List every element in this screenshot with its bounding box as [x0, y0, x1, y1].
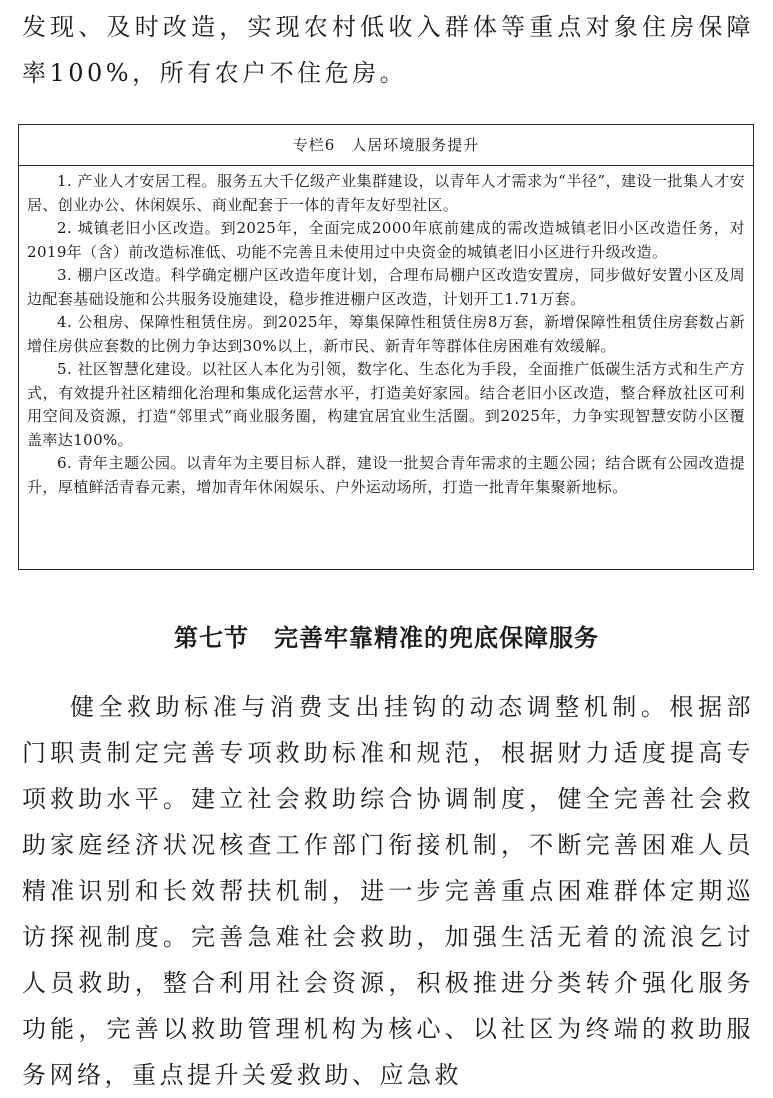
column-box-title: 专栏6 人居环境服务提升 — [19, 125, 753, 166]
box-item-smart-community: 5. 社区智慧化建设。以社区人本化为引领，数字化、生态化为手段，全面推广低碳生活方式和生产方式，有效提升社区精细化治理和集成化运营水平，打造美好家园。结合老旧小区改造，整合释放社区可利用空间及资源，打造“邻里式”商业服务圈，构建宜居宜业生活圈。到2025年，力争实现智慧安防小区覆盖率达100%。 — [27, 360, 745, 449]
column-box — [18, 124, 754, 570]
box-item-youth-park: 6. 青年主题公园。以青年为主要目标人群，建设一批契合青年需求的主题公园；结合既有公园改造提升，厚植鲜活青春元素，增加青年休闲娱乐、户外运动场所，打造一批青年集聚新地标。 — [27, 454, 745, 496]
box-item-old-community: 2. 城镇老旧小区改造。到2025年，全面完成2000年底前建成的需改造城镇老旧小区改造任务，对2019年（含）前改造标准低、功能不完善且未使用过中央资金的城镇老旧小区进行升级改造。 — [27, 219, 745, 261]
intro-paragraph: 发现、及时改造，实现农村低收入群体等重点对象住房保障率100%，所有农户不住危房。 — [22, 13, 754, 87]
box-item-talent-housing: 1. 产业人才安居工程。服务五大千亿级产业集群建设，以青年人才需求为“半径”，建设一批集人才安居、创业办公、休闲娱乐、商业配套于一体的青年友好型社区。 — [27, 172, 745, 214]
box-item-public-rental: 4. 公租房、保障性租赁住房。到2025年，筹集保障性租赁住房8万套，新增保障性租赁住房套数占新增住房供应套数的比例力争达到30%以上，新市民、新青年等群体住房困难有效缓解。 — [27, 313, 745, 355]
box-item-shantytown: 3. 棚户区改造。科学确定棚户区改造年度计划，合理布局棚户区改造安置房，同步做好安置小区及周边配套基础设施和公共服务设施建设，稳步推进棚户区改造，计划开工1.71万套。 — [27, 266, 745, 308]
section-heading: 第七节 完善牢靠精准的兜底保障服务 — [174, 623, 599, 652]
column-box-items — [19, 166, 753, 499]
section-body-paragraph: 健全救助标准与消费支出挂钩的动态调整机制。根据部门职责制定完善专项救助标准和规范，根据财力适度提高专项救助水平。建立社会救助综合协调制度，健全完善社会救助家庭经济状况核查工作部门衔接机制，不断完善困难人员精准识别和长效帮扶机制，进一步完善重点困难群体定期巡访探视制度。完善急难社会救助，加强生活无着的流浪乞讨人员救助，整合利用社会资源，积极推进分类转介强化服务功能，完善以救助管理机构为核心、以社区为终端的救助服务网络，重点提升关爱救助、应急救 — [22, 693, 754, 1089]
